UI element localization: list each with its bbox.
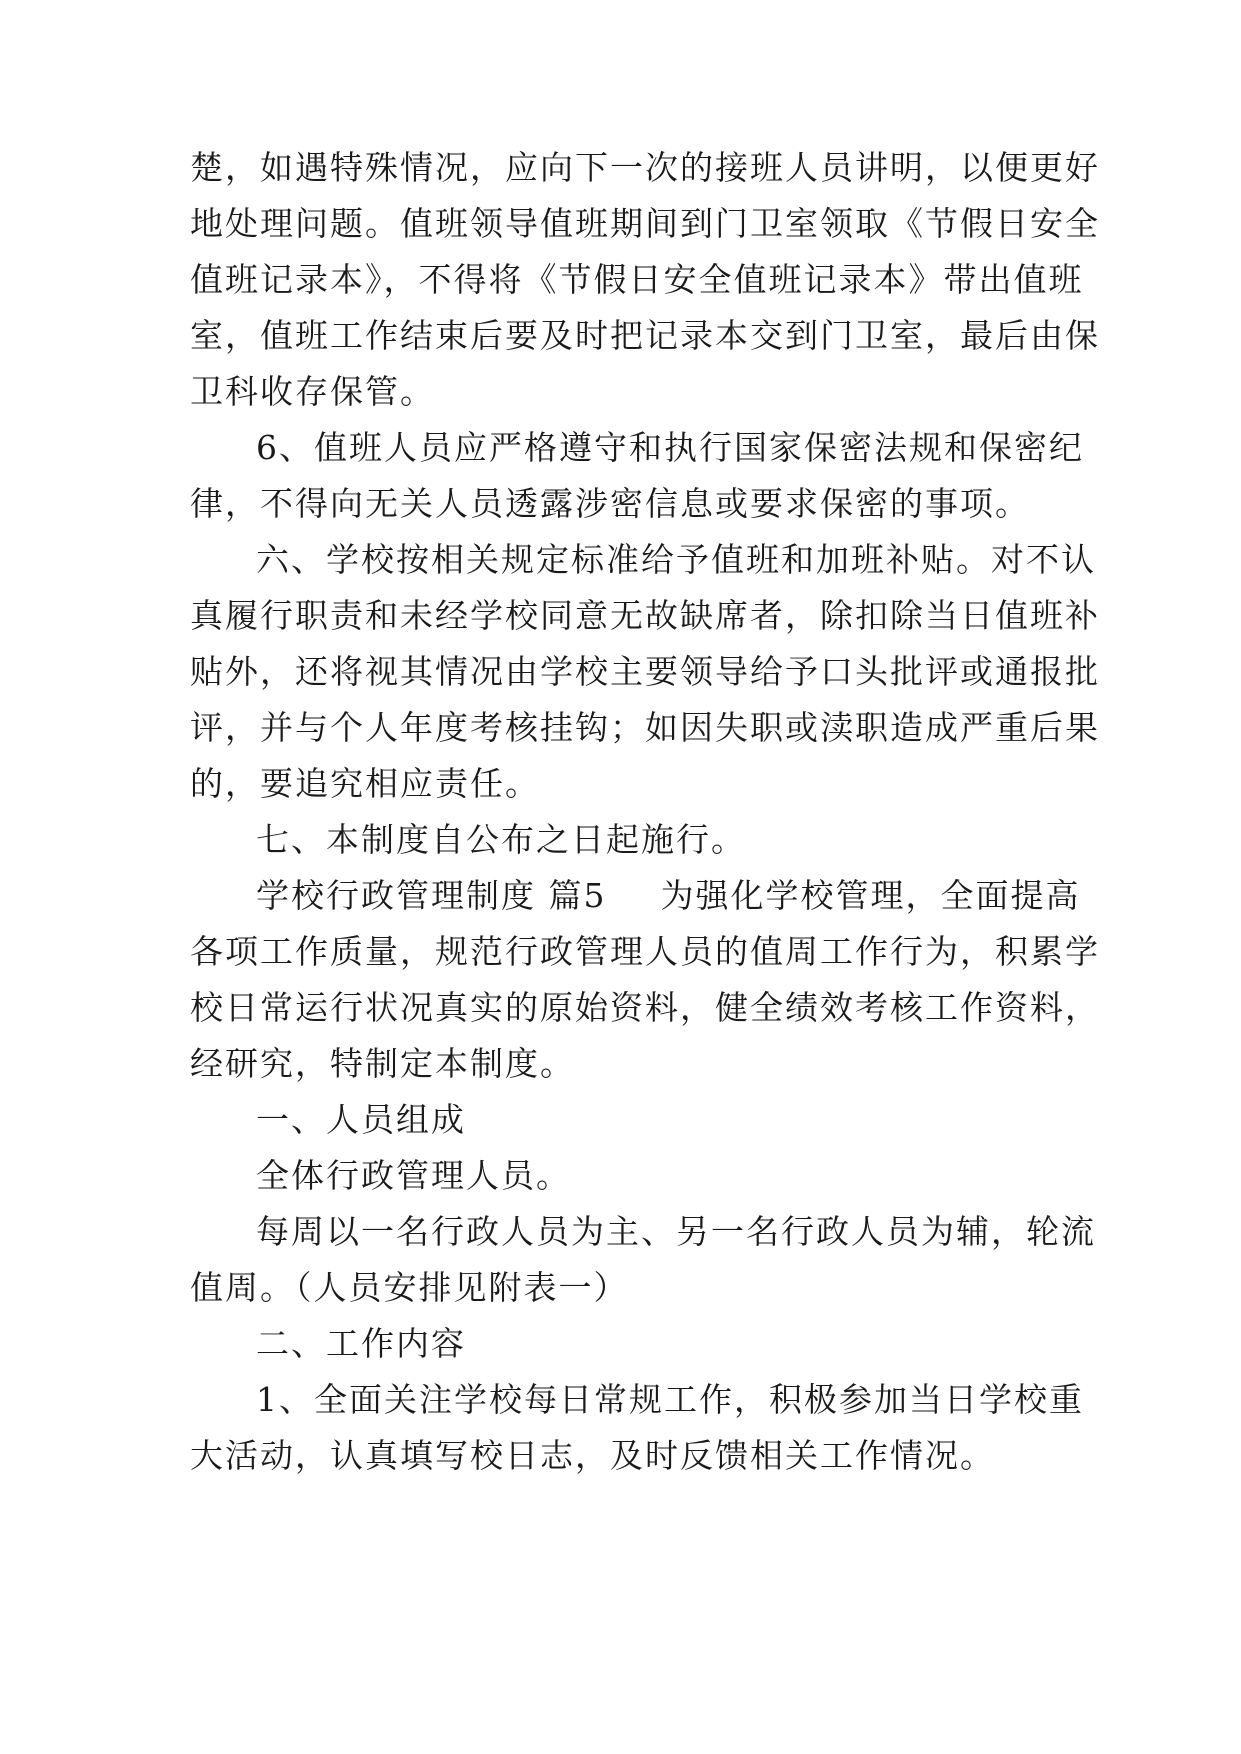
text-line: 1、全面关注学校每日常规工作，积极参加当日学校重 [256,1380,1084,1419]
text-line: 各项工作质量，规范行政管理人员的值周工作行为，积累学 [190,932,1100,971]
text-line: 真履行职责和未经学校同意无故缺席者，除扣除当日值班补 [190,596,1100,635]
section-heading-line [256,876,1081,916]
text-line: 二、工作内容 [256,1324,466,1363]
text-line: 贴外，还将视其情况由学校主要领导给予口头批评或通报批 [190,652,1100,691]
text-line: 评，并与个人年度考核挂钩；如因失职或渎职造成严重后果 [190,708,1100,747]
text-line-continuation: 为强化学校管理，全面提高 [660,876,1081,915]
text-line: 六、学校按相关规定标准给予值班和加班补贴。对不认 [256,540,1096,579]
text-line: 大活动，认真填写校日志，及时反馈相关工作情况。 [190,1436,995,1475]
text-line: 地处理问题。值班领导值班期间到门卫室领取《节假日安全 [190,204,1100,243]
text-line: 经研究，特制定本制度。 [190,1044,575,1083]
text-line: 室，值班工作结束后要及时把记录本交到门卫室，最后由保 [190,316,1100,355]
text-line: 七、本制度自公布之日起施行。 [256,820,746,859]
text-line: 卫科收存保管。 [190,372,435,411]
section-heading: 学校行政管理制度 篇5 [256,876,607,915]
text-line: 的，要追究相应责任。 [190,764,540,803]
text-line: 6、值班人员应严格遵守和执行国家保密法规和保密纪 [256,428,1084,467]
text-line: 楚，如遇特殊情况，应向下一次的接班人员讲明，以便更好 [190,148,1100,187]
text-line: 校日常运行状况真实的原始资料，健全绩效考核工作资料， [190,988,1100,1027]
text-line: 全体行政管理人员。 [256,1156,571,1195]
text-line: 每周以一名行政人员为主、另一名行政人员为辅，轮流 [256,1212,1096,1251]
text-line: 值周。（人员安排见附表一） [190,1268,629,1307]
text-line: 一、人员组成 [256,1100,466,1139]
text-line: 值班记录本》，不得将《节假日安全值班记录本》带出值班 [190,260,1084,299]
text-line: 律，不得向无关人员透露涉密信息或要求保密的事项。 [190,484,1030,523]
